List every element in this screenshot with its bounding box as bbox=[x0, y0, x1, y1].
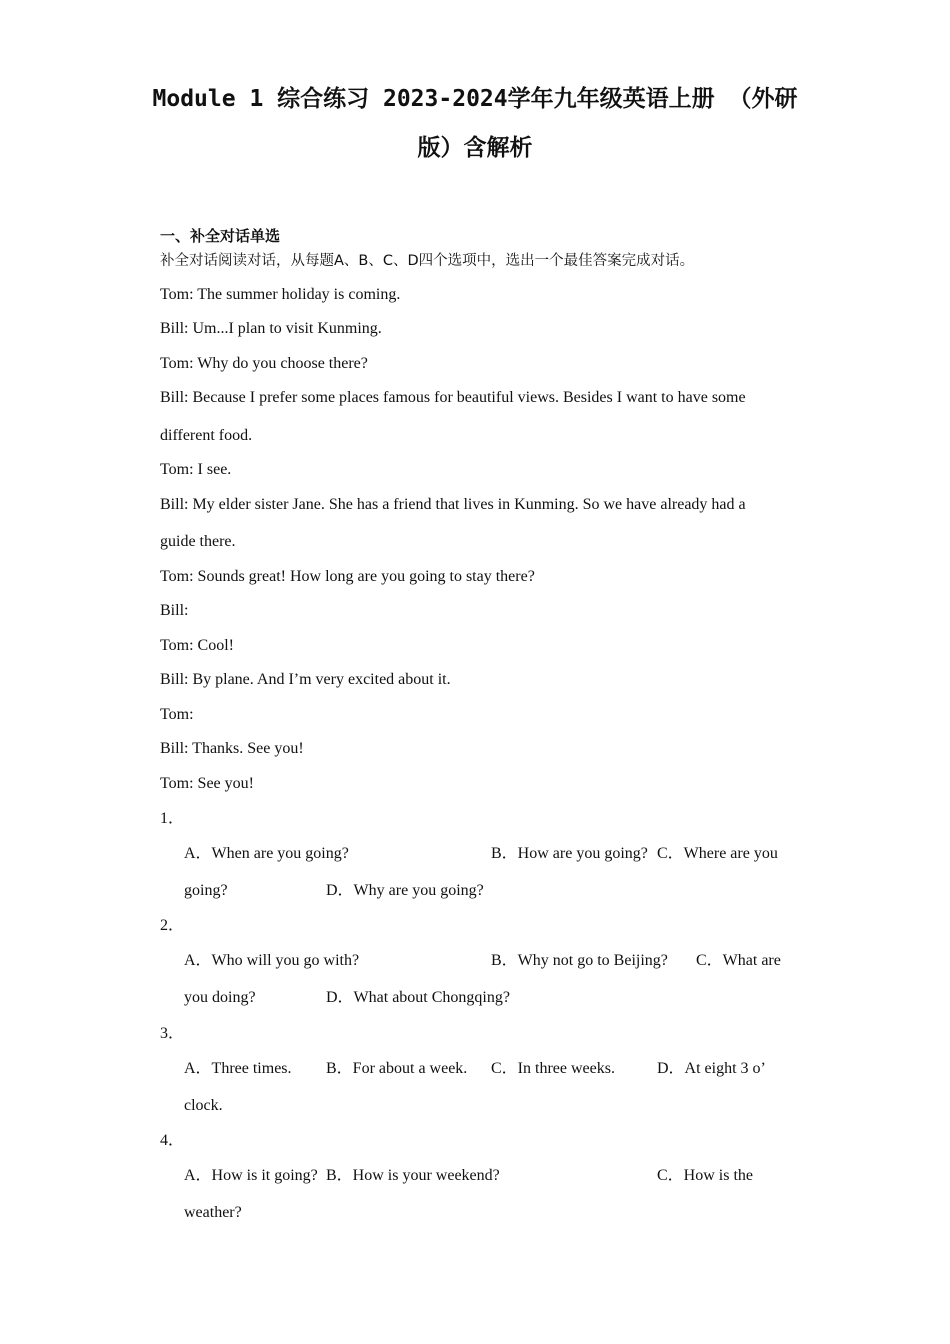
dialogue-line: Tom: I see. bbox=[160, 461, 232, 478]
dialogue-line: Bill: My elder sister Jane. She has a friend that lives in Kunming. So we have already had a bbox=[160, 496, 746, 513]
q1-option-b: B．How are you going? bbox=[491, 845, 648, 862]
section-heading: 一、补全对话单选 bbox=[160, 227, 281, 245]
q2-option-c: C．What are bbox=[696, 952, 781, 969]
q1-option-c: C．Where are you bbox=[657, 845, 778, 862]
dialogue-line: Bill: Thanks. See you! bbox=[160, 740, 304, 757]
dialogue-line: Tom: Sounds great! How long are you going to stay there? bbox=[160, 568, 535, 585]
q3-option-c: C．In three weeks. bbox=[491, 1060, 615, 1077]
dialogue-line: Bill: Um...I plan to visit Kunming. bbox=[160, 320, 382, 337]
dialogue-line: Bill: Because I prefer some places famous for beautiful views. Besides I want to have some bbox=[160, 389, 746, 406]
dialogue-line: different food. bbox=[160, 427, 253, 444]
dialogue-line: Tom: The summer holiday is coming. bbox=[160, 286, 401, 303]
question-number-1: 1． bbox=[160, 810, 185, 827]
dialogue-line: Tom: Why do you choose there? bbox=[160, 355, 368, 372]
question-number-4: 4． bbox=[160, 1132, 185, 1149]
q3-option-d-cont: clock. bbox=[184, 1097, 223, 1114]
q1-option-d: D．Why are you going? bbox=[326, 882, 484, 899]
q2-option-a: A．Who will you go with? bbox=[184, 952, 360, 969]
q2-option-c-cont: you doing? bbox=[184, 989, 256, 1006]
q3-option-a: A．Three times. bbox=[184, 1060, 292, 1077]
q4-option-c: C．How is the bbox=[657, 1167, 754, 1184]
q2-option-b: B．Why not go to Beijing? bbox=[491, 952, 668, 969]
q4-option-c-cont: weather? bbox=[184, 1204, 242, 1221]
dialogue-line: guide there. bbox=[160, 533, 236, 550]
document-title-line-1: Module 1 综合练习 2023-2024学年九年级英语上册 （外研 bbox=[152, 86, 798, 112]
dialogue-line: Bill: bbox=[160, 602, 189, 619]
q3-option-b: B．For about a week. bbox=[326, 1060, 468, 1077]
dialogue-line: Tom: See you! bbox=[160, 775, 254, 792]
question-number-2: 2． bbox=[160, 917, 185, 934]
question-number-3: 3． bbox=[160, 1025, 185, 1042]
q1-option-a: A．When are you going? bbox=[184, 845, 349, 862]
q3-option-d: D．At eight 3 o’ bbox=[657, 1060, 766, 1077]
q2-option-d: D．What about Chongqing? bbox=[326, 989, 510, 1006]
dialogue-line: Bill: By plane. And I’m very excited about it. bbox=[160, 671, 451, 688]
q1-option-c-cont: going? bbox=[184, 882, 228, 899]
section-instruction: 补全对话阅读对话，从每题A、B、C、D四个选项中，选出一个最佳答案完成对话。 bbox=[160, 253, 695, 269]
dialogue-line: Tom: Cool! bbox=[160, 637, 234, 654]
document-title-line-2: 版）含解析 bbox=[417, 135, 533, 161]
q4-option-b: B．How is your weekend? bbox=[326, 1167, 500, 1184]
q4-option-a: A．How is it going? bbox=[184, 1167, 318, 1184]
dialogue-line: Tom: bbox=[160, 706, 194, 723]
